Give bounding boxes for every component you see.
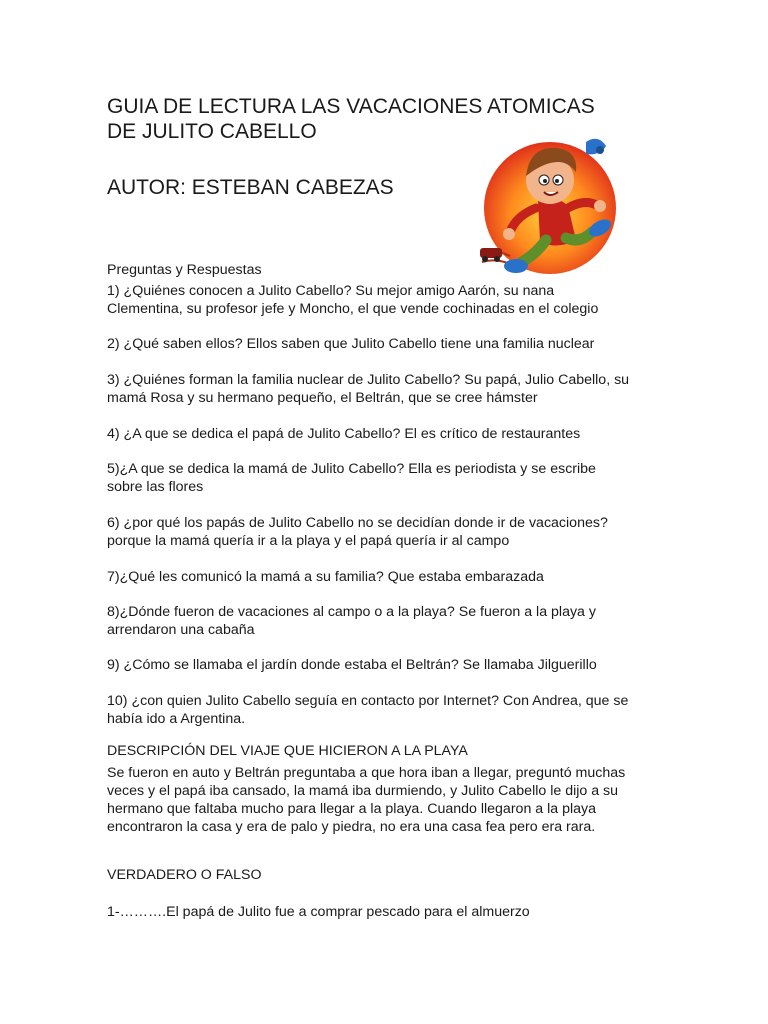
qa-text-line: 6) ¿por qué los papás de Julito Cabello no se decidían donde ir de vacaciones? bbox=[107, 515, 608, 531]
qa-text-line: 1) ¿Quiénes conocen a Julito Cabello? Su mejor amigo Aarón, su nana bbox=[107, 283, 555, 299]
qa-item bbox=[107, 603, 667, 639]
qa-item bbox=[107, 460, 667, 496]
qa-text-line: 3) ¿Quiénes forman la familia nuclear de Julito Cabello? Su papá, Julio Cabello, su bbox=[107, 372, 630, 388]
qa-item bbox=[107, 425, 667, 443]
qa-text-line: 9) ¿Cómo se llamaba el jardín donde estaba el Beltrán? Se llamaba Jilguerillo bbox=[107, 657, 597, 673]
document-author: AUTOR: ESTEBAN CABEZAS bbox=[107, 176, 394, 199]
qa-item bbox=[107, 568, 667, 586]
section-heading: Preguntas y Respuestas bbox=[107, 262, 262, 279]
qa-text-line: 10) ¿con quien Julito Cabello seguía en contacto por Internet? Con Andrea, que se bbox=[107, 693, 629, 709]
qa-text-line: 8)¿Dónde fueron de vacaciones al campo o a la playa? Se fueron a la playa y bbox=[107, 604, 596, 620]
qa-text-line: 5)¿A que se dedica la mamá de Julito Cabello? Ella es periodista y se escribe bbox=[107, 461, 596, 477]
qa-item bbox=[107, 514, 667, 550]
paragraph-line: encontraron la casa y era de palo y piedra, no era una casa fea pero era rara. bbox=[107, 819, 596, 835]
paragraph-line: Se fueron en auto y Beltrán preguntaba a que hora iban a llegar, preguntó muchas bbox=[107, 765, 626, 781]
title-line: GUIA DE LECTURA LAS VACACIONES ATOMICAS bbox=[107, 95, 595, 118]
paragraph-line: veces y el papá iba cansado, la mamá iba durmiendo, y Julito Cabello le dijo a su bbox=[107, 783, 619, 799]
qa-item bbox=[107, 371, 667, 407]
qa-text-line: mamá Rosa y su hermano pequeño, el Beltrán, que se cree hámster bbox=[107, 390, 538, 406]
true-false-heading: VERDADERO O FALSO bbox=[107, 867, 262, 884]
title-line: DE JULITO CABELLO bbox=[107, 120, 317, 143]
qa-text-line: 2) ¿Qué saben ellos? Ellos saben que Julito Cabello tiene una familia nuclear bbox=[107, 336, 595, 352]
running-boy-cartoon-icon bbox=[468, 128, 628, 280]
trip-paragraph bbox=[107, 764, 667, 836]
qa-item bbox=[107, 335, 667, 353]
true-false-item: 1-……….El papá de Julito fue a comprar pescado para el almuerzo bbox=[107, 904, 530, 921]
qa-item bbox=[107, 656, 667, 674]
qa-text-line: arrendaron una cabaña bbox=[107, 622, 255, 638]
qa-text-line: 4) ¿A que se dedica el papá de Julito Cabello? El es crítico de restaurantes bbox=[107, 426, 581, 442]
qa-text-line: porque la mamá quería ir a la playa y el papá quería ir al campo bbox=[107, 533, 510, 549]
qa-item bbox=[107, 282, 667, 318]
qa-text-line: 7)¿Qué les comunicó la mamá a su familia? Que estaba embarazada bbox=[107, 569, 544, 585]
qa-text-line: sobre las flores bbox=[107, 479, 204, 495]
paragraph-line: hermano que faltaba mucho para llegar a la playa. Cuando llegaron a la playa bbox=[107, 801, 597, 817]
trip-heading: DESCRIPCIÓN DEL VIAJE QUE HICIERON A LA PLAYA bbox=[107, 743, 468, 760]
qa-text-line: había ido a Argentina. bbox=[107, 711, 246, 727]
qa-text-line: Clementina, su profesor jefe y Moncho, el que vende cochinadas en el colegio bbox=[107, 301, 599, 317]
qa-item bbox=[107, 692, 667, 728]
